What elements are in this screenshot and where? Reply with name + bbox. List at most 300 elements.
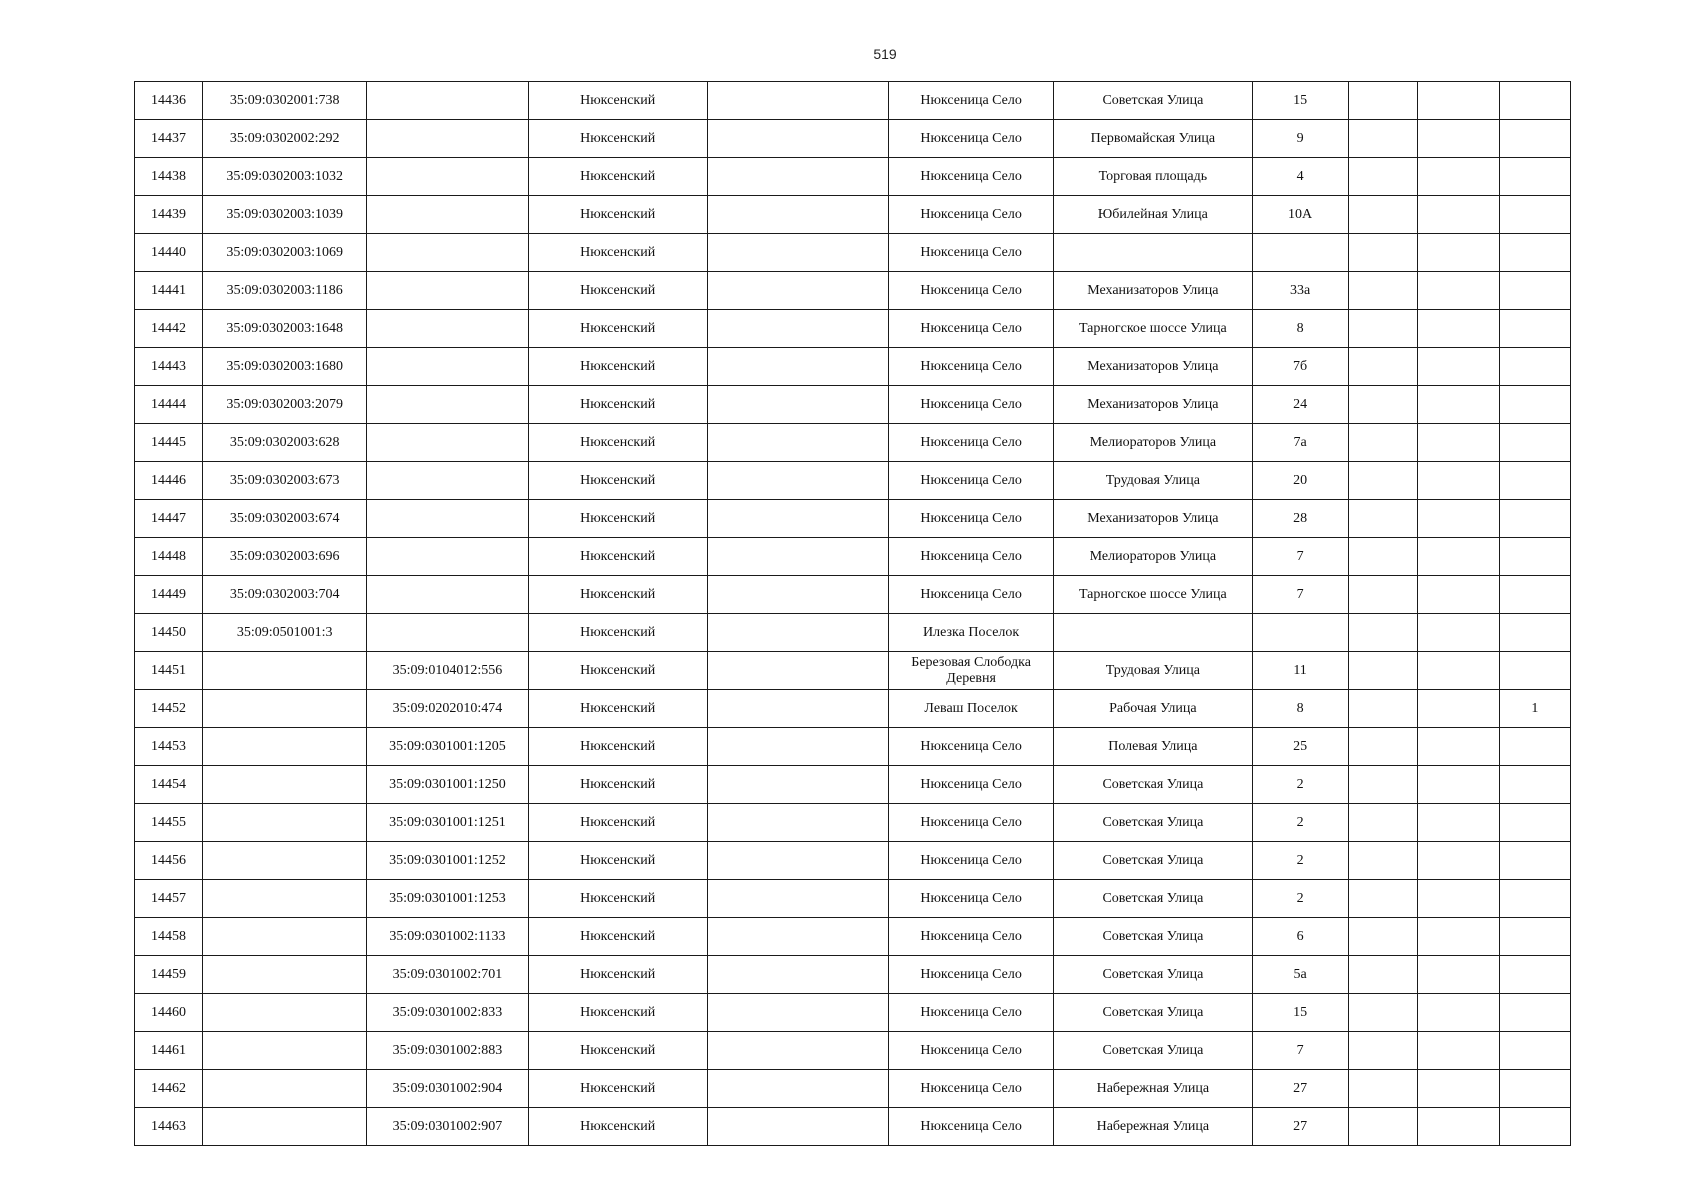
street-cell: Советская Улица xyxy=(1054,766,1252,804)
row-number-cell: 14453 xyxy=(135,728,203,766)
table-row xyxy=(135,500,1571,538)
locality-cell: Нюксеница Село xyxy=(889,234,1054,272)
locality-cell: Нюксеница Село xyxy=(889,424,1054,462)
apartment-cell xyxy=(1417,386,1499,424)
table-row xyxy=(135,1108,1571,1146)
building-cadastral-number-cell: 35:09:0301002:883 xyxy=(367,1032,528,1070)
building-cell xyxy=(1348,918,1417,956)
extra-cell xyxy=(1499,82,1570,120)
settlement-cell xyxy=(707,462,888,500)
table-body xyxy=(135,82,1571,1146)
apartment-cell xyxy=(1417,196,1499,234)
building-cell xyxy=(1348,576,1417,614)
extra-cell xyxy=(1499,196,1570,234)
apartment-cell xyxy=(1417,994,1499,1032)
table-row xyxy=(135,348,1571,386)
house-number-cell: 15 xyxy=(1252,994,1348,1032)
cadastral-number-cell: 35:09:0302003:628 xyxy=(203,424,367,462)
cadastral-number-cell: 35:09:0302001:738 xyxy=(203,82,367,120)
apartment-cell xyxy=(1417,842,1499,880)
street-cell: Набережная Улица xyxy=(1054,1108,1252,1146)
house-number-cell: 27 xyxy=(1252,1070,1348,1108)
cadastral-number-cell xyxy=(203,1108,367,1146)
cadastral-number-cell xyxy=(203,842,367,880)
house-number-cell: 10А xyxy=(1252,196,1348,234)
extra-cell xyxy=(1499,880,1570,918)
district-cell: Нюксенский xyxy=(528,1032,707,1070)
house-number-cell: 2 xyxy=(1252,766,1348,804)
row-number-cell: 14443 xyxy=(135,348,203,386)
row-number-cell: 14437 xyxy=(135,120,203,158)
row-number-cell: 14445 xyxy=(135,424,203,462)
row-number-cell: 14440 xyxy=(135,234,203,272)
locality-cell: Нюксеница Село xyxy=(889,310,1054,348)
building-cell xyxy=(1348,500,1417,538)
extra-cell xyxy=(1499,158,1570,196)
extra-cell xyxy=(1499,1070,1570,1108)
table-row xyxy=(135,1070,1571,1108)
settlement-cell xyxy=(707,994,888,1032)
house-number-cell: 7б xyxy=(1252,348,1348,386)
locality-cell: Нюксеница Село xyxy=(889,994,1054,1032)
building-cell xyxy=(1348,1108,1417,1146)
house-number-cell: 20 xyxy=(1252,462,1348,500)
apartment-cell xyxy=(1417,1070,1499,1108)
cadastral-number-cell xyxy=(203,652,367,690)
apartment-cell xyxy=(1417,576,1499,614)
registry-table xyxy=(134,81,1571,1146)
extra-cell xyxy=(1499,804,1570,842)
street-cell: Мелиораторов Улица xyxy=(1054,424,1252,462)
table-row xyxy=(135,462,1571,500)
district-cell: Нюксенский xyxy=(528,424,707,462)
building-cadastral-number-cell xyxy=(367,196,528,234)
table-row xyxy=(135,994,1571,1032)
apartment-cell xyxy=(1417,956,1499,994)
house-number-cell xyxy=(1252,234,1348,272)
table-row xyxy=(135,120,1571,158)
building-cadastral-number-cell: 35:09:0202010:474 xyxy=(367,690,528,728)
settlement-cell xyxy=(707,120,888,158)
apartment-cell xyxy=(1417,804,1499,842)
locality-cell: Нюксеница Село xyxy=(889,462,1054,500)
locality-cell: Нюксеница Село xyxy=(889,842,1054,880)
building-cadastral-number-cell xyxy=(367,310,528,348)
extra-cell xyxy=(1499,576,1570,614)
district-cell: Нюксенский xyxy=(528,728,707,766)
building-cell xyxy=(1348,196,1417,234)
apartment-cell xyxy=(1417,1032,1499,1070)
building-cadastral-number-cell: 35:09:0301001:1250 xyxy=(367,766,528,804)
building-cadastral-number-cell: 35:09:0301002:1133 xyxy=(367,918,528,956)
extra-cell: 1 xyxy=(1499,690,1570,728)
cadastral-number-cell: 35:09:0302003:696 xyxy=(203,538,367,576)
street-cell: Советская Улица xyxy=(1054,994,1252,1032)
building-cell xyxy=(1348,652,1417,690)
apartment-cell xyxy=(1417,424,1499,462)
extra-cell xyxy=(1499,956,1570,994)
locality-cell: Нюксеница Село xyxy=(889,196,1054,234)
table-row xyxy=(135,766,1571,804)
extra-cell xyxy=(1499,652,1570,690)
building-cadastral-number-cell: 35:09:0301002:904 xyxy=(367,1070,528,1108)
district-cell: Нюксенский xyxy=(528,766,707,804)
locality-cell: Нюксеница Село xyxy=(889,880,1054,918)
locality-cell: Нюксеница Село xyxy=(889,918,1054,956)
house-number-cell: 15 xyxy=(1252,82,1348,120)
street-cell: Набережная Улица xyxy=(1054,1070,1252,1108)
building-cell xyxy=(1348,1032,1417,1070)
table-row xyxy=(135,196,1571,234)
table-row xyxy=(135,918,1571,956)
row-number-cell: 14451 xyxy=(135,652,203,690)
street-cell: Трудовая Улица xyxy=(1054,652,1252,690)
settlement-cell xyxy=(707,234,888,272)
street-cell: Тарногское шоссе Улица xyxy=(1054,310,1252,348)
row-number-cell: 14454 xyxy=(135,766,203,804)
street-cell xyxy=(1054,614,1252,652)
locality-cell: Нюксеница Село xyxy=(889,956,1054,994)
cadastral-number-cell xyxy=(203,918,367,956)
district-cell: Нюксенский xyxy=(528,82,707,120)
settlement-cell xyxy=(707,424,888,462)
cadastral-number-cell: 35:09:0501001:3 xyxy=(203,614,367,652)
building-cadastral-number-cell xyxy=(367,120,528,158)
settlement-cell xyxy=(707,500,888,538)
row-number-cell: 14436 xyxy=(135,82,203,120)
locality-cell: Нюксеница Село xyxy=(889,728,1054,766)
street-cell: Механизаторов Улица xyxy=(1054,348,1252,386)
locality-cell: Илезка Поселок xyxy=(889,614,1054,652)
building-cell xyxy=(1348,842,1417,880)
cadastral-number-cell: 35:09:0302003:1069 xyxy=(203,234,367,272)
building-cadastral-number-cell: 35:09:0301002:701 xyxy=(367,956,528,994)
building-cadastral-number-cell xyxy=(367,386,528,424)
locality-cell: Нюксеница Село xyxy=(889,386,1054,424)
row-number-cell: 14452 xyxy=(135,690,203,728)
settlement-cell xyxy=(707,918,888,956)
street-cell: Мелиораторов Улица xyxy=(1054,538,1252,576)
apartment-cell xyxy=(1417,690,1499,728)
cadastral-number-cell: 35:09:0302002:292 xyxy=(203,120,367,158)
cadastral-number-cell: 35:09:0302003:1648 xyxy=(203,310,367,348)
building-cadastral-number-cell: 35:09:0301001:1253 xyxy=(367,880,528,918)
street-cell: Советская Улица xyxy=(1054,842,1252,880)
building-cadastral-number-cell xyxy=(367,158,528,196)
settlement-cell xyxy=(707,614,888,652)
building-cell xyxy=(1348,310,1417,348)
building-cell xyxy=(1348,462,1417,500)
building-cell xyxy=(1348,728,1417,766)
row-number-cell: 14438 xyxy=(135,158,203,196)
extra-cell xyxy=(1499,234,1570,272)
settlement-cell xyxy=(707,652,888,690)
locality-cell: Березовая Слободка Деревня xyxy=(889,652,1054,690)
building-cell xyxy=(1348,538,1417,576)
apartment-cell xyxy=(1417,462,1499,500)
house-number-cell: 24 xyxy=(1252,386,1348,424)
locality-cell: Нюксеница Село xyxy=(889,158,1054,196)
building-cadastral-number-cell xyxy=(367,82,528,120)
street-cell: Трудовая Улица xyxy=(1054,462,1252,500)
cadastral-number-cell xyxy=(203,1032,367,1070)
district-cell: Нюксенский xyxy=(528,1108,707,1146)
cadastral-number-cell: 35:09:0302003:2079 xyxy=(203,386,367,424)
settlement-cell xyxy=(707,348,888,386)
district-cell: Нюксенский xyxy=(528,614,707,652)
cadastral-number-cell xyxy=(203,728,367,766)
house-number-cell: 7а xyxy=(1252,424,1348,462)
apartment-cell xyxy=(1417,652,1499,690)
row-number-cell: 14444 xyxy=(135,386,203,424)
table-row xyxy=(135,652,1571,690)
district-cell: Нюксенский xyxy=(528,462,707,500)
street-cell: Советская Улица xyxy=(1054,82,1252,120)
row-number-cell: 14446 xyxy=(135,462,203,500)
building-cadastral-number-cell xyxy=(367,234,528,272)
apartment-cell xyxy=(1417,310,1499,348)
extra-cell xyxy=(1499,348,1570,386)
cadastral-number-cell: 35:09:0302003:1186 xyxy=(203,272,367,310)
locality-cell: Нюксеница Село xyxy=(889,348,1054,386)
extra-cell xyxy=(1499,842,1570,880)
district-cell: Нюксенский xyxy=(528,956,707,994)
building-cadastral-number-cell: 35:09:0301001:1205 xyxy=(367,728,528,766)
extra-cell xyxy=(1499,462,1570,500)
row-number-cell: 14456 xyxy=(135,842,203,880)
house-number-cell: 7 xyxy=(1252,1032,1348,1070)
building-cadastral-number-cell: 35:09:0301001:1251 xyxy=(367,804,528,842)
street-cell: Советская Улица xyxy=(1054,918,1252,956)
settlement-cell xyxy=(707,1070,888,1108)
cadastral-number-cell xyxy=(203,804,367,842)
apartment-cell xyxy=(1417,120,1499,158)
house-number-cell: 33а xyxy=(1252,272,1348,310)
building-cadastral-number-cell xyxy=(367,272,528,310)
apartment-cell xyxy=(1417,1108,1499,1146)
table-row xyxy=(135,310,1571,348)
street-cell: Полевая Улица xyxy=(1054,728,1252,766)
extra-cell xyxy=(1499,386,1570,424)
table-row xyxy=(135,1032,1571,1070)
building-cell xyxy=(1348,690,1417,728)
street-cell: Рабочая Улица xyxy=(1054,690,1252,728)
locality-cell: Леваш Поселок xyxy=(889,690,1054,728)
table-row xyxy=(135,272,1571,310)
building-cadastral-number-cell: 35:09:0301002:833 xyxy=(367,994,528,1032)
settlement-cell xyxy=(707,196,888,234)
table-row xyxy=(135,538,1571,576)
locality-cell: Нюксеница Село xyxy=(889,576,1054,614)
house-number-cell: 27 xyxy=(1252,1108,1348,1146)
row-number-cell: 14439 xyxy=(135,196,203,234)
district-cell: Нюксенский xyxy=(528,538,707,576)
district-cell: Нюксенский xyxy=(528,918,707,956)
cadastral-number-cell: 35:09:0302003:1680 xyxy=(203,348,367,386)
cadastral-number-cell: 35:09:0302003:1032 xyxy=(203,158,367,196)
settlement-cell xyxy=(707,728,888,766)
street-cell: Тарногское шоссе Улица xyxy=(1054,576,1252,614)
extra-cell xyxy=(1499,728,1570,766)
building-cell xyxy=(1348,1070,1417,1108)
district-cell: Нюксенский xyxy=(528,1070,707,1108)
house-number-cell: 8 xyxy=(1252,310,1348,348)
building-cell xyxy=(1348,158,1417,196)
row-number-cell: 14450 xyxy=(135,614,203,652)
row-number-cell: 14441 xyxy=(135,272,203,310)
settlement-cell xyxy=(707,842,888,880)
locality-cell: Нюксеница Село xyxy=(889,1108,1054,1146)
locality-cell: Нюксеница Село xyxy=(889,804,1054,842)
apartment-cell xyxy=(1417,158,1499,196)
extra-cell xyxy=(1499,310,1570,348)
cadastral-number-cell: 35:09:0302003:1039 xyxy=(203,196,367,234)
cadastral-number-cell xyxy=(203,880,367,918)
building-cadastral-number-cell xyxy=(367,462,528,500)
cadastral-number-cell xyxy=(203,956,367,994)
building-cell xyxy=(1348,956,1417,994)
apartment-cell xyxy=(1417,614,1499,652)
street-cell: Первомайская Улица xyxy=(1054,120,1252,158)
table-row xyxy=(135,386,1571,424)
settlement-cell xyxy=(707,310,888,348)
building-cell xyxy=(1348,234,1417,272)
settlement-cell xyxy=(707,82,888,120)
settlement-cell xyxy=(707,880,888,918)
house-number-cell: 5а xyxy=(1252,956,1348,994)
extra-cell xyxy=(1499,1032,1570,1070)
district-cell: Нюксенский xyxy=(528,272,707,310)
locality-cell: Нюксеница Село xyxy=(889,766,1054,804)
extra-cell xyxy=(1499,1108,1570,1146)
row-number-cell: 14461 xyxy=(135,1032,203,1070)
district-cell: Нюксенский xyxy=(528,158,707,196)
settlement-cell xyxy=(707,576,888,614)
district-cell: Нюксенский xyxy=(528,120,707,158)
district-cell: Нюксенский xyxy=(528,880,707,918)
district-cell: Нюксенский xyxy=(528,690,707,728)
house-number-cell: 4 xyxy=(1252,158,1348,196)
district-cell: Нюксенский xyxy=(528,652,707,690)
building-cell xyxy=(1348,614,1417,652)
table-row xyxy=(135,576,1571,614)
building-cell xyxy=(1348,386,1417,424)
settlement-cell xyxy=(707,1032,888,1070)
house-number-cell: 7 xyxy=(1252,576,1348,614)
locality-cell: Нюксеница Село xyxy=(889,538,1054,576)
apartment-cell xyxy=(1417,766,1499,804)
locality-cell: Нюксеница Село xyxy=(889,120,1054,158)
district-cell: Нюксенский xyxy=(528,500,707,538)
district-cell: Нюксенский xyxy=(528,804,707,842)
cadastral-number-cell xyxy=(203,766,367,804)
row-number-cell: 14459 xyxy=(135,956,203,994)
table-row xyxy=(135,614,1571,652)
apartment-cell xyxy=(1417,234,1499,272)
row-number-cell: 14455 xyxy=(135,804,203,842)
table-row xyxy=(135,880,1571,918)
apartment-cell xyxy=(1417,500,1499,538)
extra-cell xyxy=(1499,538,1570,576)
cadastral-number-cell xyxy=(203,1070,367,1108)
table-row xyxy=(135,234,1571,272)
locality-cell: Нюксеница Село xyxy=(889,1032,1054,1070)
cadastral-number-cell xyxy=(203,994,367,1032)
building-cadastral-number-cell xyxy=(367,500,528,538)
locality-cell: Нюксеница Село xyxy=(889,82,1054,120)
building-cadastral-number-cell xyxy=(367,348,528,386)
house-number-cell: 25 xyxy=(1252,728,1348,766)
row-number-cell: 14449 xyxy=(135,576,203,614)
page-number: 519 xyxy=(873,46,897,62)
district-cell: Нюксенский xyxy=(528,348,707,386)
row-number-cell: 14457 xyxy=(135,880,203,918)
row-number-cell: 14448 xyxy=(135,538,203,576)
settlement-cell xyxy=(707,690,888,728)
extra-cell xyxy=(1499,120,1570,158)
apartment-cell xyxy=(1417,880,1499,918)
building-cadastral-number-cell xyxy=(367,424,528,462)
apartment-cell xyxy=(1417,918,1499,956)
row-number-cell: 14442 xyxy=(135,310,203,348)
cadastral-number-cell: 35:09:0302003:674 xyxy=(203,500,367,538)
extra-cell xyxy=(1499,272,1570,310)
apartment-cell xyxy=(1417,728,1499,766)
settlement-cell xyxy=(707,956,888,994)
extra-cell xyxy=(1499,766,1570,804)
apartment-cell xyxy=(1417,538,1499,576)
building-cadastral-number-cell: 35:09:0301001:1252 xyxy=(367,842,528,880)
table-row xyxy=(135,842,1571,880)
settlement-cell xyxy=(707,804,888,842)
table-row xyxy=(135,82,1571,120)
table-row xyxy=(135,424,1571,462)
district-cell: Нюксенский xyxy=(528,576,707,614)
district-cell: Нюксенский xyxy=(528,310,707,348)
street-cell: Механизаторов Улица xyxy=(1054,272,1252,310)
district-cell: Нюксенский xyxy=(528,196,707,234)
house-number-cell: 7 xyxy=(1252,538,1348,576)
building-cell xyxy=(1348,424,1417,462)
extra-cell xyxy=(1499,614,1570,652)
settlement-cell xyxy=(707,538,888,576)
building-cell xyxy=(1348,766,1417,804)
cadastral-number-cell: 35:09:0302003:704 xyxy=(203,576,367,614)
settlement-cell xyxy=(707,386,888,424)
house-number-cell: 8 xyxy=(1252,690,1348,728)
house-number-cell: 2 xyxy=(1252,842,1348,880)
street-cell: Юбилейная Улица xyxy=(1054,196,1252,234)
cadastral-number-cell xyxy=(203,690,367,728)
building-cell xyxy=(1348,272,1417,310)
table-row xyxy=(135,956,1571,994)
building-cell xyxy=(1348,994,1417,1032)
extra-cell xyxy=(1499,424,1570,462)
apartment-cell xyxy=(1417,272,1499,310)
row-number-cell: 14460 xyxy=(135,994,203,1032)
street-cell: Торговая площадь xyxy=(1054,158,1252,196)
locality-cell: Нюксеница Село xyxy=(889,1070,1054,1108)
building-cell xyxy=(1348,880,1417,918)
extra-cell xyxy=(1499,918,1570,956)
house-number-cell xyxy=(1252,614,1348,652)
settlement-cell xyxy=(707,158,888,196)
apartment-cell xyxy=(1417,82,1499,120)
settlement-cell xyxy=(707,766,888,804)
house-number-cell: 9 xyxy=(1252,120,1348,158)
apartment-cell xyxy=(1417,348,1499,386)
building-cadastral-number-cell xyxy=(367,576,528,614)
